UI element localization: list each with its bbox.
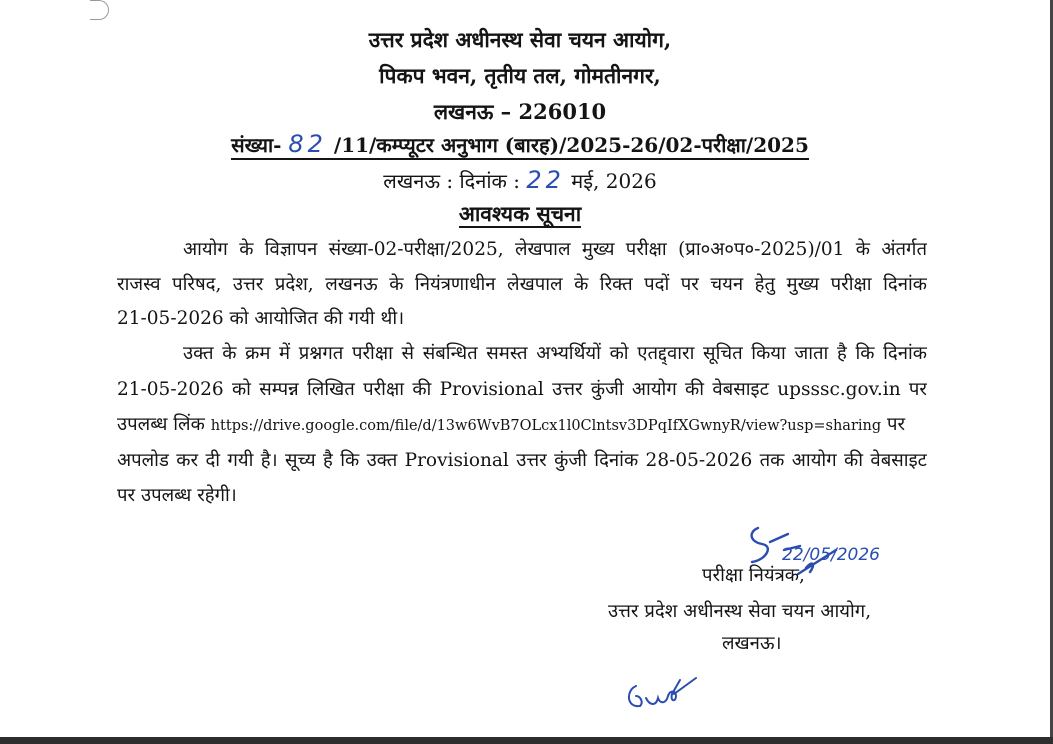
paragraph-2-line-4: अपलोड कर दी गयी है। सूच्य है कि उक्त Provisional उत्तर कुंजी दिनांक 28-05-2026 तक आयोग की वेबसाइट — [117, 450, 927, 471]
scan-edge-bottom — [0, 737, 1053, 744]
answer-key-link[interactable]: https://drive.google.com/file/d/13w6WvB7OLcx1l0Clntsv3DPqIfXGwnyR/view?usp=sharing — [210, 418, 882, 434]
signature-designation: परीक्षा नियंत्रक, — [702, 565, 805, 586]
reference-underlined — [231, 130, 809, 160]
reference-handwritten-number: 82 — [288, 130, 327, 158]
header-city: लखनऊ – 226010 — [433, 99, 607, 124]
notice-title-text: आवश्यक सूचना — [458, 201, 582, 226]
date-prefix: लखनऊ : दिनांक : — [383, 169, 521, 193]
header-address: पिकप भवन, तृतीय तल, गोमतीनगर, — [379, 63, 661, 88]
paragraph-1-line-2: राजस्व परिषद, उत्तर प्रदेश, लखनऊ के नियंत्रणाधीन लेखपाल के रिक्त पदों पर चयन हेतु मुख्य परीक्षा दिनांक — [117, 274, 927, 295]
issue-date — [0, 166, 1040, 194]
date-suffix: मई, 2026 — [571, 169, 657, 193]
paragraph-2-line-2: 21-05-2026 को सम्पन्न लिखित परीक्षा की Provisional उत्तर कुंजी आयोग की वेबसाइट upsssc.gov.in पर — [117, 379, 927, 400]
link-prefix: उपलब्ध लिंक — [117, 414, 205, 435]
signature-city: लखनऊ। — [722, 633, 782, 654]
reference-suffix: /11/कम्प्यूटर अनुभाग (बारह)/2025-26/02-परीक्षा/2025 — [333, 133, 809, 157]
paragraph-1-line-1: आयोग के विज्ञापन संख्या-02-परीक्षा/2025, लेखपाल मुख्य परीक्षा (प्रा०अ०प०-2025)/01 के अंतर्गत — [183, 239, 927, 260]
paragraph-2-link-line — [117, 411, 927, 436]
notice-title — [0, 200, 1040, 228]
punch-hole-mark — [90, 0, 109, 20]
signature-date: 22/05/2026 — [782, 545, 880, 565]
link-suffix: पर — [887, 414, 906, 435]
header-organization: उत्तर प्रदेश अधीनस्थ सेवा चयन आयोग, — [368, 27, 672, 52]
reference-number — [0, 130, 1040, 158]
paragraph-2-line-1: उक्त के क्रम में प्रश्नगत परीक्षा से संबन्धित समस्त अभ्यर्थियों को एतद्द्वारा सूचित किया जाता है कि दिनांक — [183, 343, 927, 364]
handwritten-initials — [622, 672, 702, 716]
reference-prefix: संख्या- — [231, 133, 282, 157]
date-handwritten-day: 22 — [526, 166, 565, 194]
paragraph-2-line-5: पर उपलब्ध रहेगी। — [117, 485, 237, 506]
paragraph-1-line-3: 21-05-2026 को आयोजित की गयी थी। — [117, 308, 405, 329]
signature-organization: उत्तर प्रदेश अधीनस्थ सेवा चयन आयोग, — [608, 601, 872, 622]
